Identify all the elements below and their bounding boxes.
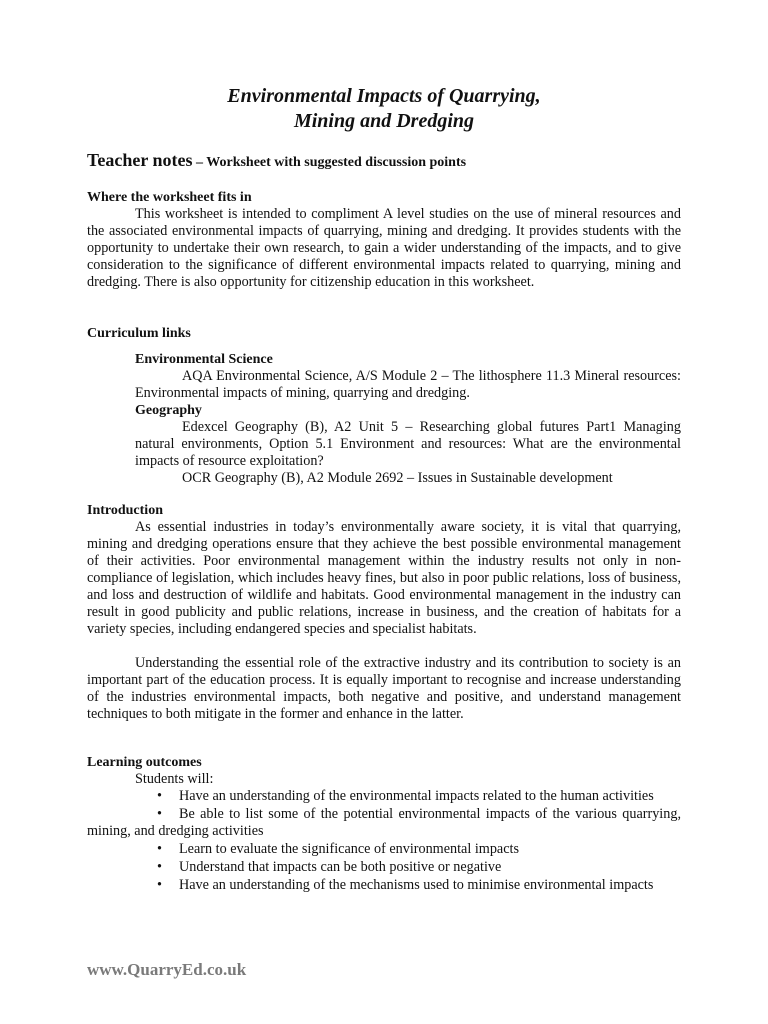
env-science-heading: Environmental Science [135,352,273,367]
section-heading: Learning outcomes [87,755,202,770]
footer-website: www.QuarryEd.co.uk [87,960,247,979]
outcomes-list [87,788,681,894]
list-item [87,877,681,894]
title-line-2: Mining and Dredging [293,110,475,132]
bullet-icon: • [157,788,162,804]
list-item-text: Learn to evaluate the significance of environmental impacts [179,841,519,857]
subtitle [87,152,681,171]
bullet-icon: • [157,841,162,857]
geography-text-1: Edexcel Geography (B), A2 Unit 5 – Researching global futures Part1 Managing natural environments, Option 5.1 Environment and resources: What are the environmental impacts of resource exploitation? [135,419,681,469]
bullet-icon: • [157,859,162,875]
paragraph: This worksheet is intended to compliment A level studies on the use of mineral resources and the associated environmental impacts of quarrying, mining and dredging. It provides students with the opportunity to undertake their own research, to gain a wider understanding of the impacts, and to give consideration to the significance of different environmental impacts related to quarrying, mining and dredging. There is also opportunity for citizenship education in this worksheet. [87,206,681,290]
section-heading: Introduction [87,503,163,518]
env-science-text: AQA Environmental Science, A/S Module 2 – The lithosphere 11.3 Mineral resources: Environmental impacts of mining, quarrying and dredging. [135,368,681,401]
list-item-text: Understand that impacts can be both positive or negative [179,859,502,875]
title-line-1: Environmental Impacts of Quarrying, [227,85,541,107]
section-introduction [87,502,681,723]
outcomes-lead: Students will: [135,771,214,787]
list-item-text: Have an understanding of the mechanisms used to minimise environmental impacts [179,877,654,893]
list-item [87,859,681,876]
section-heading: Curriculum links [87,326,191,341]
section-curriculum [87,325,681,487]
subtitle-rest: – Worksheet with suggested discussion points [192,155,467,170]
list-item-text: Be able to list some of the potential environmental impacts of the various quarrying, mining, and dredging activities [87,806,681,839]
section-heading: Where the worksheet fits in [87,190,252,205]
paragraph: As essential industries in today’s environmentally aware society, it is vital that quarrying, mining and dredging operations ensure that they achieve the best possible environmental management of their activities. Poor environmental management within the industry results not only in non-compliance of legislation, which includes heavy fines, but also in poor public relations, loss of business, and loss and destruction of wildlife and habitats. Good environmental management in the industry can result in good publicity and public relations, increase in business, and the creation of habitats for a variety species, including endangered species and specialist habitats. [87,519,681,637]
section-fits [87,189,681,291]
paragraph: Understanding the essential role of the extractive industry and its contribution to society is an important part of the education process. It is equally important to recognise and increase understanding of the industries environmental impacts, both negative and positive, and understand management techniques to both mitigate in the former and enhance in the latter. [87,655,681,722]
list-item [87,788,681,805]
list-item [87,841,681,858]
list-item-text: Have an understanding of the environmental impacts related to the human activities [179,788,654,804]
list-item [87,806,681,840]
geography-text-2: OCR Geography (B), A2 Module 2692 – Issues in Sustainable development [182,470,613,486]
section-outcomes [87,754,681,895]
bullet-icon: • [157,877,162,893]
subtitle-main: Teacher notes [87,150,193,170]
geography-heading: Geography [135,403,202,418]
bullet-icon: • [157,806,162,822]
document-title [0,84,768,134]
